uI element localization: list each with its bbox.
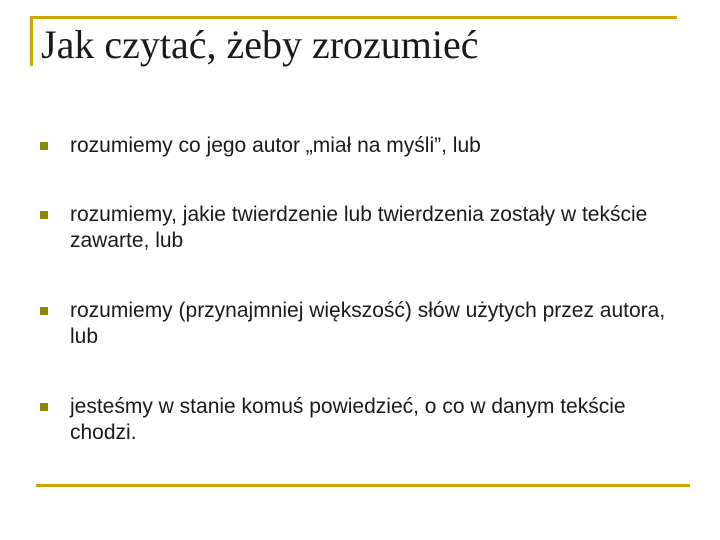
slide-title: Jak czytać, żeby zrozumieć xyxy=(41,22,479,67)
bullet-text: rozumiemy, jakie twierdzenie lub twierdzenia zostały w tekście zawarte, lub xyxy=(70,203,648,252)
bottom-frame-line xyxy=(36,484,690,487)
top-frame-line xyxy=(30,16,677,19)
bullet-text: rozumiemy co jego autor „miał na myśli”, lub xyxy=(70,134,481,157)
left-frame-line xyxy=(30,16,33,66)
square-bullet-icon xyxy=(40,403,48,411)
bullet-text: jesteśmy w stanie komuś powiedzieć, o co w danym tekście chodzi. xyxy=(70,395,626,444)
bullet-text: rozumiemy (przynajmniej większość) słów użytych przez autora, lub xyxy=(70,299,666,348)
square-bullet-icon xyxy=(40,307,48,315)
square-bullet-icon xyxy=(40,211,48,219)
square-bullet-icon xyxy=(40,142,48,150)
